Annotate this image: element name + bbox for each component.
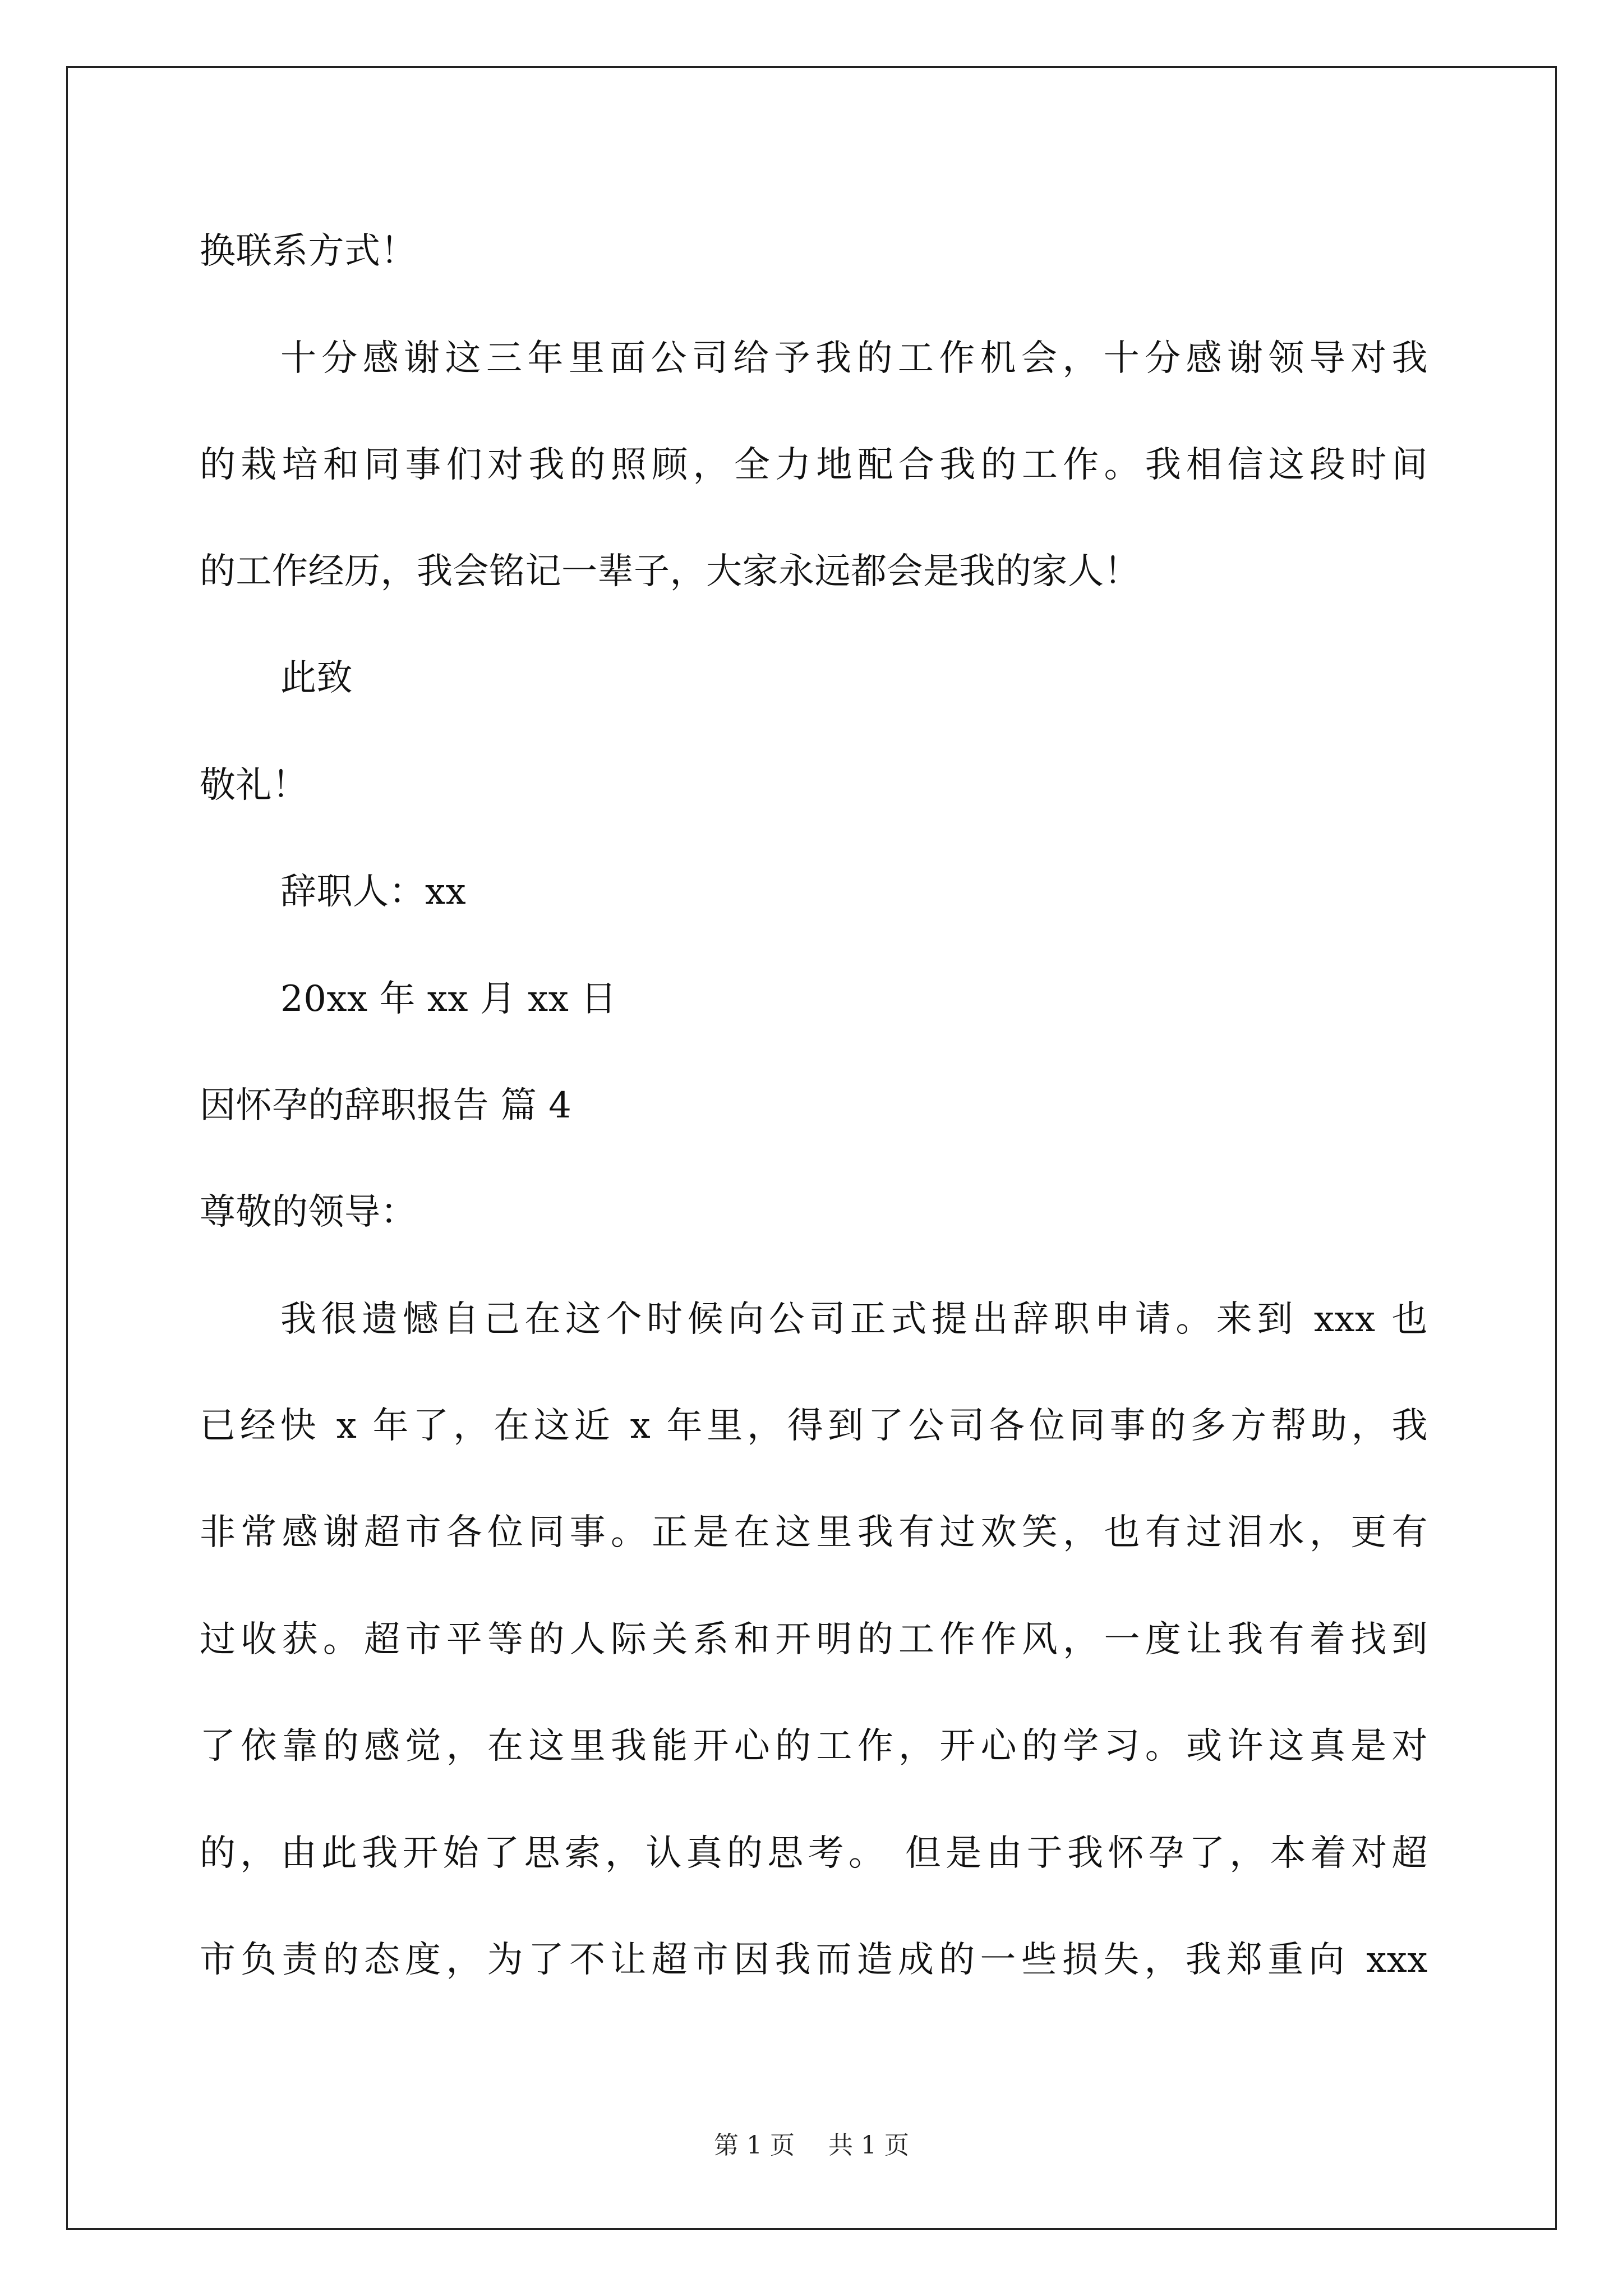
text-line: 过收获。超市平等的人际关系和开明的工作作风，一度让我有着找到: [200, 1619, 1428, 1660]
page-footer: [0, 2133, 1623, 2158]
text-line: 十分感谢这三年里面公司给予我的工作机会，十分感谢领导对我: [280, 338, 1428, 379]
text-line: 市负责的态度，为了不让超市因我而造成的一些损失，我郑重向 xxx: [200, 1939, 1428, 1981]
salutation-closing: 此致: [280, 657, 353, 699]
signer-line: 辞职人：xx: [280, 871, 467, 913]
text-line: 非常感谢超市各位同事。正是在这里我有过欢笑，也有过泪水，更有: [200, 1512, 1428, 1553]
text-line: 已经快 x 年了，在这近 x 年里，得到了公司各位同事的多方帮助，我: [200, 1405, 1428, 1447]
page-number: 第 1 页: [714, 2131, 795, 2160]
section-heading: 因怀孕的辞职报告 篇 4: [200, 1085, 572, 1126]
page-total: 共 1 页: [828, 2131, 909, 2160]
text-line: 我很遗憾自己在这个时候向公司正式提出辞职申请。来到 xxx 也: [280, 1299, 1428, 1340]
text-line: 的栽培和同事们对我的照顾，全力地配合我的工作。我相信这段时间: [200, 444, 1428, 486]
greeting-line: 尊敬的领导：: [200, 1191, 417, 1233]
text-line: 的工作经历，我会铭记一辈子，大家永远都会是我的家人！: [200, 551, 1140, 592]
text-line: 了依靠的感觉，在这里我能开心的工作，开心的学习。或许这真是对: [200, 1726, 1428, 1767]
date-line: 20xx 年 xx 月 xx 日: [280, 978, 617, 1020]
salutation-regards: 敬礼！: [200, 765, 308, 806]
page-border: [66, 66, 1557, 2230]
text-line: 换联系方式！: [200, 231, 417, 272]
text-line: 的，由此我开始了思索，认真的思考。 但是由于我怀孕了，本着对超: [200, 1833, 1428, 1874]
